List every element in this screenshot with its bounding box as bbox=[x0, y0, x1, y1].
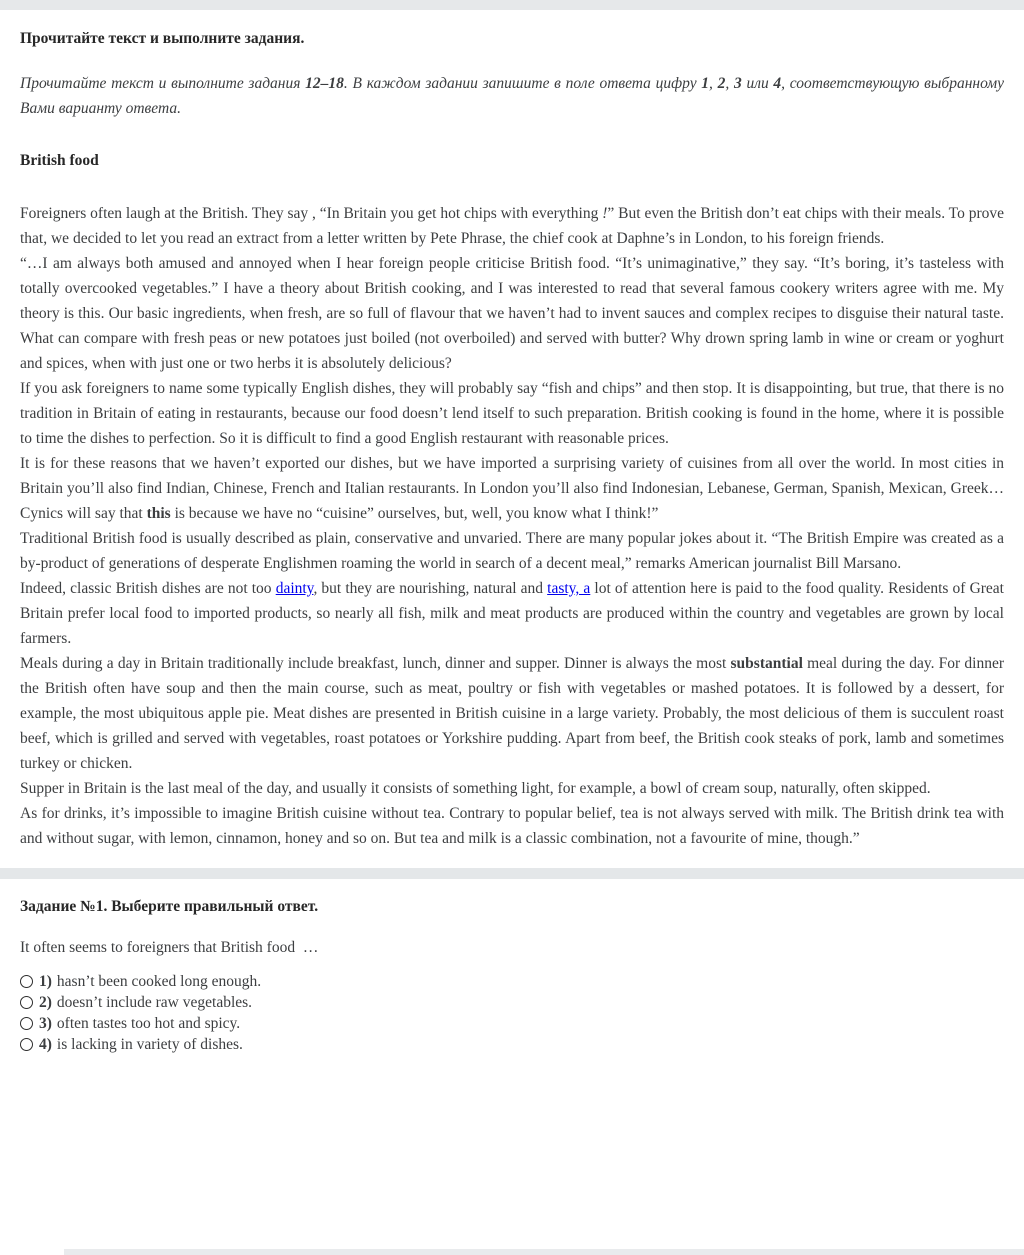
text-paragraph bbox=[20, 526, 1004, 576]
text-paragraph bbox=[20, 251, 1004, 376]
text-run: 1 bbox=[701, 75, 710, 92]
text-paragraph bbox=[20, 776, 1004, 801]
text-run: , bbox=[725, 75, 734, 92]
text-run: , bbox=[709, 75, 718, 92]
bottom-divider-bar bbox=[64, 1249, 1024, 1255]
option-number: 3) bbox=[39, 1015, 52, 1032]
text-run: . В каждом задании запишите в поле ответа цифру bbox=[343, 75, 702, 92]
reading-text bbox=[20, 201, 1004, 851]
option-label: often tastes too hot and spicy. bbox=[56, 1015, 241, 1032]
text-run: 4 bbox=[773, 75, 782, 92]
inline-link[interactable]: tasty, a bbox=[547, 580, 591, 597]
text-run: ” But even the British don’t eat chips with their meals. To prove that, we decided to let you read an extract from a letter written by Pete Phrase, the chief cook at Daphne’s in London, to his foreign friends. bbox=[20, 205, 1004, 247]
radio-button[interactable] bbox=[20, 996, 33, 1009]
section-divider-bar bbox=[0, 868, 1024, 879]
text-run: If you ask foreigners to name some typically English dishes, they will probably say “fish and chips” and then stop. It is disappointing, but true, that there is no tradition in Britain of eating in restaurants, because our food doesn’t lend itself to such preparation. British cooking is found in the home, where it is possible to time the dishes to perfection. So it is difficult to find a good English restaurant with reasonable prices. bbox=[20, 380, 1004, 447]
text-run: Прочитайте текст и выполните задания bbox=[20, 75, 306, 92]
text-run: substantial bbox=[730, 655, 803, 672]
text-run: , соответствующую выбранному Вами варианту ответа. bbox=[20, 75, 1005, 117]
answer-option bbox=[20, 971, 1004, 992]
text-run: 12–18 bbox=[305, 75, 344, 92]
text-paragraph bbox=[20, 201, 1004, 251]
answer-option bbox=[20, 1034, 1004, 1055]
radio-button[interactable] bbox=[20, 1017, 33, 1030]
text-run: Meals during a day in Britain traditionally include breakfast, lunch, dinner and supper. Dinner is always the most bbox=[20, 655, 731, 672]
text-run: is because we have no “cuisine” ourselves, but, well, you know what I think!” bbox=[170, 505, 659, 522]
text-run: Foreigners often laugh at the British. They say , “In Britain you get hot chips with everything bbox=[20, 205, 603, 222]
text-paragraph bbox=[20, 451, 1004, 526]
radio-button[interactable] bbox=[20, 975, 33, 988]
answer-option bbox=[20, 1013, 1004, 1034]
text-paragraph bbox=[20, 801, 1004, 851]
page-content bbox=[0, 10, 1024, 1055]
text-title: British food bbox=[20, 152, 99, 169]
text-run: “…I am always both amused and annoyed when I hear foreign people criticise British food. “It’s unimaginative,” they say. “It’s boring, it’s tasteless with totally overcooked vegetables.” I have a theory about British cooking, and I was interested to read that several famous cookery writers agree with me. My theory is this. Our basic ingredients, when fresh, are so full of flavour that we haven’t had to invent sauces and complex recipes to disguise their natural taste. What can compare with fresh peas or new potatoes just boiled (not overboiled) and served with butter? Why drown spring lamb in wine or cream or yoghurt and spices, when with just one or two herbs it is absolutely delicious? bbox=[20, 255, 1004, 372]
option-number: 1) bbox=[39, 973, 52, 990]
radio-button[interactable] bbox=[20, 1038, 33, 1051]
text-run: Traditional British food is usually described as plain, conservative and unvaried. There are many popular jokes about it. “The British Empire was created as a by-product of generations of desperate Englishmen roaming the world in search of a decent meal,” remarks American journalist Bill Marsano. bbox=[20, 530, 1004, 572]
text-run: 2 bbox=[717, 75, 726, 92]
answer-options bbox=[20, 971, 1004, 1055]
inline-link[interactable]: dainty bbox=[275, 580, 314, 597]
question-text: It often seems to foreigners that British food … bbox=[20, 939, 319, 956]
option-number: 2) bbox=[39, 994, 52, 1011]
option-number: 4) bbox=[39, 1036, 52, 1053]
instruction-heading: Прочитайте текст и выполните задания. bbox=[20, 30, 305, 47]
text-paragraph bbox=[20, 376, 1004, 451]
task-title: Задание №1. Выберите правильный ответ. bbox=[20, 898, 319, 915]
text-run: 3 bbox=[733, 75, 742, 92]
option-label: doesn’t include raw vegetables. bbox=[56, 994, 253, 1011]
text-run: this bbox=[146, 505, 171, 522]
answer-option bbox=[20, 992, 1004, 1013]
top-divider-bar bbox=[0, 0, 1024, 10]
text-run: или bbox=[741, 75, 774, 92]
text-run: Supper in Britain is the last meal of the day, and usually it consists of something light, for example, a bowl of cream soup, naturally, often skipped. bbox=[20, 780, 931, 797]
text-run: It is for these reasons that we haven’t exported our dishes, but we have imported a surprising variety of cuisines from all over the world. In most cities in Britain you’ll also find Indian, Chinese, French and Italian restaurants. In London you’ll also find Indonesian, Lebanese, German, Spanish, Mexican, Greek… Cynics will say that bbox=[20, 455, 1004, 522]
option-label: hasn’t been cooked long enough. bbox=[56, 973, 262, 990]
text-run: lot of attention here is paid to the food quality. Residents of Great Britain prefer local food to imported products, so nearly all fish, milk and meat products are produced within the country and vegetables are grown by local farmers. bbox=[20, 580, 1004, 647]
text-run: As for drinks, it’s impossible to imagine British cuisine without tea. Contrary to popular belief, tea is not always served with milk. The British drink tea with and without sugar, with lemon, cinnamon, honey and so on. But tea and milk is a classic combination, not a favourite of mine, though.” bbox=[20, 805, 1004, 847]
text-run: ! bbox=[602, 205, 608, 222]
text-paragraph bbox=[20, 576, 1004, 651]
text-run: meal during the day. For dinner the British often have soup and then the main course, such as meat, poultry or fish with vegetables or mashed potatoes. It is followed by a dessert, for example, the most ubiquitous apple pie. Meat dishes are presented in British cuisine in a large variety. Probably, the most delicious of them is succulent roast beef, which is grilled and served with vegetables, roast potatoes or Yorkshire pudding. Apart from beef, the British cook steaks of pork, lamb and sometimes turkey or chicken. bbox=[20, 655, 1004, 772]
intro-paragraph bbox=[20, 71, 1004, 121]
text-run: , but they are nourishing, natural and bbox=[313, 580, 548, 597]
option-label: is lacking in variety of dishes. bbox=[56, 1036, 243, 1053]
text-paragraph bbox=[20, 651, 1004, 776]
text-run: Indeed, classic British dishes are not too bbox=[20, 580, 276, 597]
